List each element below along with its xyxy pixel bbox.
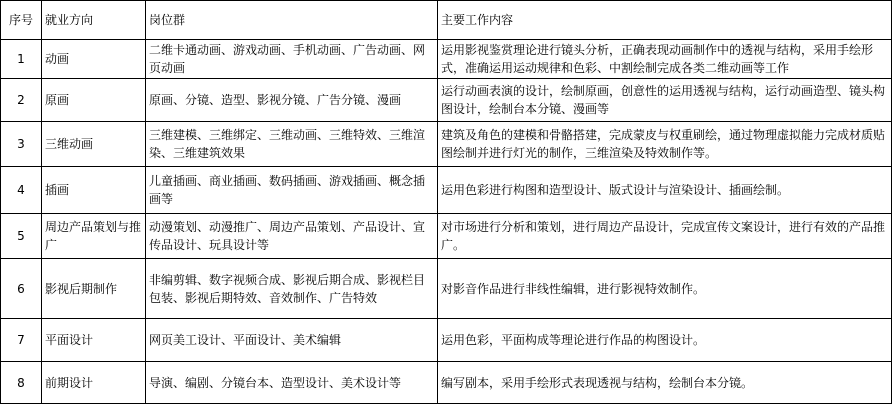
header-row (1, 1, 892, 40)
row-positions: 导演、编剧、分镜台本、造型设计、美术设计等 (146, 362, 438, 404)
row-content: 对市场进行分析和策划，进行周边产品设计，完成宣传文案设计，进行有效的产品推广。 (438, 214, 892, 259)
header-direction: 就业方向 (42, 1, 146, 40)
table-row (1, 362, 892, 404)
header-content: 主要工作内容 (438, 1, 892, 40)
row-content: 运用影视鉴赏理论进行镜头分析，正确表现动画制作中的透视与结构，采用手绘形式，准确运用运动规律和色彩、中割绘制完成各类二维动画等工作 (438, 40, 892, 79)
row-number: 1 (1, 40, 42, 79)
row-direction: 前期设计 (42, 362, 146, 404)
row-direction: 三维动画 (42, 122, 146, 167)
row-number: 6 (1, 259, 42, 319)
row-positions: 三维建模、三维绑定、三维动画、三维特效、三维渲染、三维建筑效果 (146, 122, 438, 167)
table-row (1, 79, 892, 122)
header-no: 序号 (1, 1, 42, 40)
row-positions: 非编剪辑、数字视频合成、影视后期合成、影视栏目包装、影视后期特效、音效制作、广告特效 (146, 259, 438, 319)
row-direction: 动画 (42, 40, 146, 79)
row-positions: 二维卡通动画、游戏动画、手机动画、广告动画、网页动画 (146, 40, 438, 79)
table-row (1, 259, 892, 319)
row-positions: 儿童插画、商业插画、数码插画、游戏插画、概念插画等 (146, 167, 438, 214)
table-row (1, 40, 892, 79)
row-number: 4 (1, 167, 42, 214)
row-number: 3 (1, 122, 42, 167)
row-positions: 网页美工设计、平面设计、美术编辑 (146, 319, 438, 362)
row-direction: 平面设计 (42, 319, 146, 362)
row-direction: 周边产品策划与推广 (42, 214, 146, 259)
row-content: 运用色彩，平面构成等理论进行作品的构图设计。 (438, 319, 892, 362)
row-positions: 原画、分镜、造型、影视分镜、广告分镜、漫画 (146, 79, 438, 122)
row-number: 8 (1, 362, 42, 404)
row-number: 2 (1, 79, 42, 122)
row-direction: 插画 (42, 167, 146, 214)
table-row (1, 122, 892, 167)
row-direction: 原画 (42, 79, 146, 122)
table-row (1, 167, 892, 214)
table-row (1, 214, 892, 259)
row-number: 7 (1, 319, 42, 362)
row-content: 运用色彩进行构图和造型设计、版式设计与渲染设计、插画绘制。 (438, 167, 892, 214)
row-content: 运行动画表演的设计，绘制原画，创意性的运用透视与结构，运行动画造型、镜头构图设计，绘制台本分镜、漫画等 (438, 79, 892, 122)
row-content: 编写剧本，采用手绘形式表现透视与结构，绘制台本分镜。 (438, 362, 892, 404)
row-number: 5 (1, 214, 42, 259)
row-content: 对影音作品进行非线性编辑，进行影视特效制作。 (438, 259, 892, 319)
row-direction: 影视后期制作 (42, 259, 146, 319)
row-content: 建筑及角色的建模和骨骼搭建，完成蒙皮与权重刷绘，通过物理虚拟能力完成材质贴图绘制并进行灯光的制作，三维渲染及特效制作等。 (438, 122, 892, 167)
row-positions: 动漫策划、动漫推广、周边产品策划、产品设计、宣传品设计、玩具设计等 (146, 214, 438, 259)
table-row (1, 319, 892, 362)
header-positions: 岗位群 (146, 1, 438, 40)
